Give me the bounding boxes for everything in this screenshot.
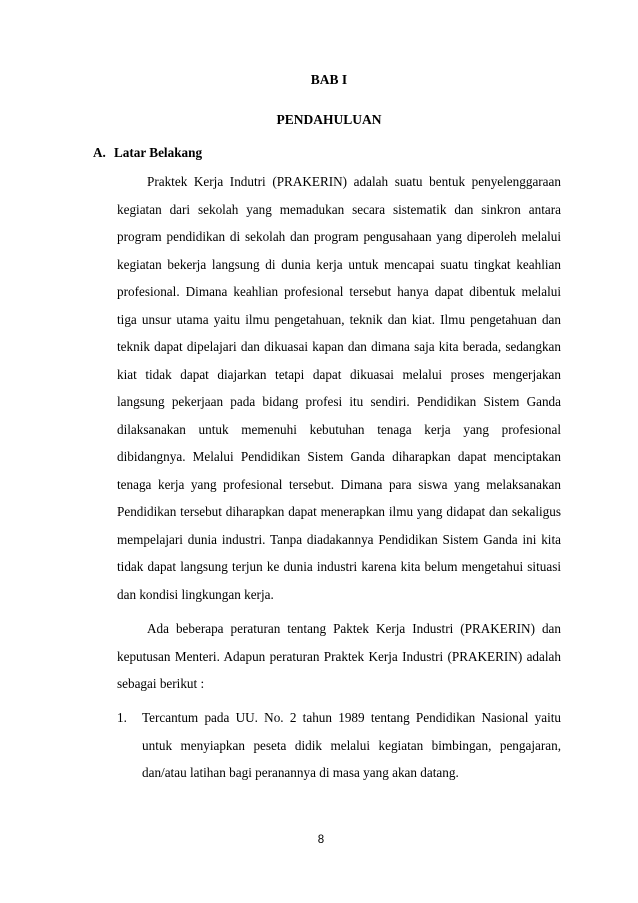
page-number: 8 (317, 834, 325, 846)
chapter-title: PENDAHULUAN (276, 112, 382, 127)
paragraph-regulations: Ada beberapa peraturan tentang Paktek Kerja Industri (PRAKERIN) dan keputusan Menteri. Adapun peraturan Praktek Kerja Industri (PRAKERIN) adalah sebagai berikut : (117, 621, 561, 691)
regulation-list (117, 704, 561, 787)
chapter-heading: BAB I (310, 72, 348, 87)
section-title: Latar Belakang (114, 145, 203, 160)
list-item-number: 1. (117, 710, 127, 725)
list-item-text: Tercantum pada UU. No. 2 tahun 1989 tentang Pendidikan Nasional yaitu untuk menyiapkan peseta didik melalui kegiatan bimbingan, pengajaran, dan/atau latihan bagi peranannya di masa yang akan datang. (142, 710, 561, 780)
paragraph-background: Praktek Kerja Indutri (PRAKERIN) adalah suatu bentuk penyelenggaraan kegiatan dari sekolah yang memadukan secara sistematik dan sinkron antara program pendidikan di sekolah dan program pengusahaan yang diperoleh melalui kegiatan bekerja langsung di dunia kerja untuk mencapai suatu tingkat keahlian profesional. Dimana keahlian profesional tersebut hanya dapat dibentuk melalui tiga unsur utama yaitu ilmu pengetahuan, teknik dan kiat. Ilmu pengetahuan dan teknik dapat dipelajari dan dikuasai kapan dan dimana saja kita berada, sedangkan kiat tidak dapat diajarkan tetapi dapat dikuasai melalui proses mengerjakan langsung pekerjaan pada bidang profesi itu sendiri. Pendidikan Sistem Ganda dilaksanakan untuk memenuhi kebutuhan tenaga kerja yang profesional dibidangnya. Melalui Pendidikan Sistem Ganda diharapkan dapat menciptakan tenaga kerja yang profesional tersebut. Dimana para siswa yang melaksanakan Pendidikan tersebut diharapkan dapat menerapkan ilmu yang didapat dan sekaligus mempelajari dunia industri. Tanpa diadakannya Pendidikan Sistem Ganda ini kita tidak dapat langsung terjun ke dunia industri karena kita belum mengetahui situasi dan kondisi lingkungan kerja. (117, 174, 561, 602)
list-item (117, 704, 561, 787)
section-letter: A. (93, 145, 106, 160)
section-heading (93, 145, 202, 161)
